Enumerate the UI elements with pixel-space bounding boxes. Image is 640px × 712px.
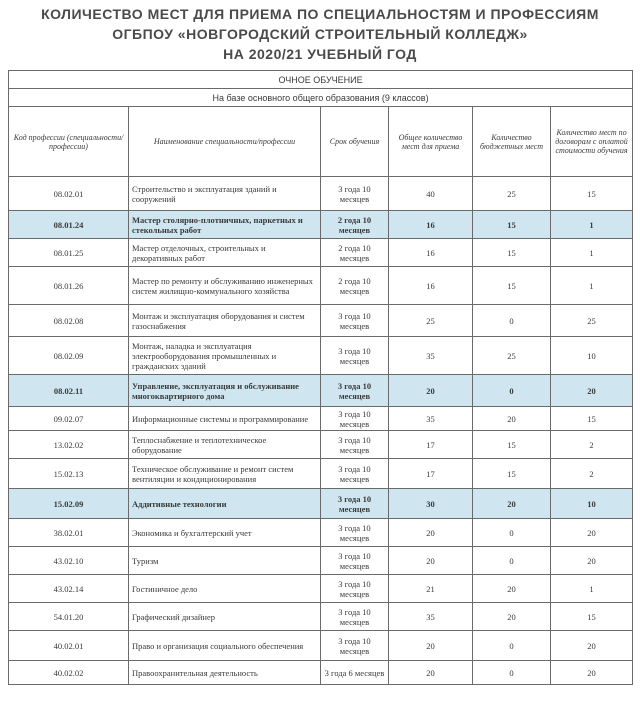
table-row (9, 489, 633, 519)
row-budget: 15 (473, 431, 551, 459)
row-budget: 0 (473, 661, 551, 685)
row-paid: 15 (551, 603, 633, 631)
row-duration: 3 года 10 месяцев (321, 431, 389, 459)
college-name: ОГБПОУ «НОВГОРОДСКИЙ СТРОИТЕЛЬНЫЙ КОЛЛЕДЖ» (112, 26, 528, 42)
row-budget: 0 (473, 631, 551, 661)
column-header-code: Код профессии (специальности/профессии) (9, 107, 129, 177)
row-total: 35 (389, 407, 473, 431)
row-paid: 10 (551, 489, 633, 519)
row-total: 16 (389, 211, 473, 239)
row-paid: 2 (551, 459, 633, 489)
row-total: 35 (389, 337, 473, 375)
row-total: 17 (389, 459, 473, 489)
row-budget: 20 (473, 575, 551, 603)
row-paid: 20 (551, 547, 633, 575)
table-row (9, 661, 633, 685)
row-duration: 3 года 10 месяцев (321, 459, 389, 489)
table-row (9, 375, 633, 407)
row-duration: 3 года 10 месяцев (321, 177, 389, 211)
row-name: Мастер отделочных, строительных и декоративных работ (129, 239, 321, 267)
table-row (9, 267, 633, 305)
table-row (9, 407, 633, 431)
table-row (9, 337, 633, 375)
row-code: 40.02.01 (9, 631, 129, 661)
row-name: Графический дизайнер (129, 603, 321, 631)
row-name: Теплоснабжение и теплотехническое оборудование (129, 431, 321, 459)
row-duration: 3 года 10 месяцев (321, 407, 389, 431)
document-title: КОЛИЧЕСТВО МЕСТ ДЛЯ ПРИЕМА ПО СПЕЦИАЛЬНОСТЯМ И ПРОФЕССИЯМ (41, 6, 599, 22)
column-header-name: Наименование специальности/профессии (129, 107, 321, 177)
row-total: 20 (389, 547, 473, 575)
row-budget: 15 (473, 211, 551, 239)
table-row (9, 211, 633, 239)
row-code: 43.02.14 (9, 575, 129, 603)
row-name: Мастер столярно-плотничных, паркетных и стекольных работ (129, 211, 321, 239)
row-name: Мастер по ремонту и обслуживанию инженерных систем жилищно-коммунального хозяйства (129, 267, 321, 305)
row-paid: 25 (551, 305, 633, 337)
row-name: Гостиничное дело (129, 575, 321, 603)
row-duration: 3 года 10 месяцев (321, 375, 389, 407)
row-paid: 15 (551, 407, 633, 431)
table-row (9, 459, 633, 489)
row-budget: 0 (473, 547, 551, 575)
row-name: Правоохранительная деятельность (129, 661, 321, 685)
row-duration: 2 года 10 месяцев (321, 211, 389, 239)
table-row (9, 631, 633, 661)
row-name: Монтаж, наладка и эксплуатация электрооборудования промышленных и гражданских зданий (129, 337, 321, 375)
row-paid: 10 (551, 337, 633, 375)
column-header-total: Общее количество мест для приема (389, 107, 473, 177)
row-duration: 3 года 10 месяцев (321, 337, 389, 375)
row-code: 08.02.08 (9, 305, 129, 337)
row-budget: 25 (473, 337, 551, 375)
row-duration: 3 года 10 месяцев (321, 547, 389, 575)
column-header-paid: Количество мест по договорам с оплатой стоимости обучения (551, 107, 633, 177)
row-duration: 2 года 10 месяцев (321, 239, 389, 267)
row-duration: 3 года 6 месяцев (321, 661, 389, 685)
row-code: 15.02.09 (9, 489, 129, 519)
row-code: 15.02.13 (9, 459, 129, 489)
row-code: 08.01.25 (9, 239, 129, 267)
row-budget: 15 (473, 459, 551, 489)
row-total: 21 (389, 575, 473, 603)
row-paid: 20 (551, 519, 633, 547)
row-budget: 0 (473, 375, 551, 407)
row-duration: 3 года 10 месяцев (321, 489, 389, 519)
row-name: Монтаж и эксплуатация оборудования и систем газоснабжения (129, 305, 321, 337)
row-total: 20 (389, 375, 473, 407)
row-total: 30 (389, 489, 473, 519)
row-name: Экономика и бухгалтерский учет (129, 519, 321, 547)
row-duration: 2 года 10 месяцев (321, 267, 389, 305)
row-code: 08.01.26 (9, 267, 129, 305)
row-paid: 1 (551, 239, 633, 267)
admission-table (8, 70, 633, 685)
table-row (9, 519, 633, 547)
row-paid: 1 (551, 211, 633, 239)
row-budget: 25 (473, 177, 551, 211)
column-header-budget: Количество бюджетных мест (473, 107, 551, 177)
row-budget: 20 (473, 603, 551, 631)
row-code: 13.02.02 (9, 431, 129, 459)
row-code: 38.02.01 (9, 519, 129, 547)
table-row (9, 575, 633, 603)
row-name: Право и организация социального обеспечения (129, 631, 321, 661)
row-total: 17 (389, 431, 473, 459)
row-paid: 15 (551, 177, 633, 211)
row-budget: 15 (473, 267, 551, 305)
row-duration: 3 года 10 месяцев (321, 305, 389, 337)
table-row (9, 431, 633, 459)
row-name: Аддитивные технологии (129, 489, 321, 519)
table-row (9, 305, 633, 337)
row-duration: 3 года 10 месяцев (321, 575, 389, 603)
row-name: Техническое обслуживание и ремонт систем вентиляции и кондиционирования (129, 459, 321, 489)
table-row (9, 603, 633, 631)
table-row (9, 547, 633, 575)
row-name: Строительство и эксплуатация зданий и сооружений (129, 177, 321, 211)
academic-year: НА 2020/21 УЧЕБНЫЙ ГОД (223, 46, 417, 62)
row-code: 08.02.09 (9, 337, 129, 375)
row-total: 20 (389, 661, 473, 685)
row-total: 16 (389, 267, 473, 305)
row-paid: 2 (551, 431, 633, 459)
row-total: 20 (389, 519, 473, 547)
row-code: 08.02.11 (9, 375, 129, 407)
row-paid: 1 (551, 575, 633, 603)
row-duration: 3 года 10 месяцев (321, 631, 389, 661)
row-paid: 20 (551, 631, 633, 661)
row-budget: 20 (473, 489, 551, 519)
education-basis-banner: На базе основного общего образования (9 классов) (9, 89, 633, 107)
row-duration: 3 года 10 месяцев (321, 519, 389, 547)
row-paid: 20 (551, 375, 633, 407)
row-budget: 0 (473, 519, 551, 547)
row-paid: 20 (551, 661, 633, 685)
row-code: 09.02.07 (9, 407, 129, 431)
table-row (9, 177, 633, 211)
row-total: 20 (389, 631, 473, 661)
row-code: 40.02.02 (9, 661, 129, 685)
row-code: 54.01.20 (9, 603, 129, 631)
row-name: Информационные системы и программирование (129, 407, 321, 431)
study-form-banner: ОЧНОЕ ОБУЧЕНИЕ (9, 71, 633, 89)
row-budget: 20 (473, 407, 551, 431)
column-header-duration: Срок обучения (321, 107, 389, 177)
row-total: 40 (389, 177, 473, 211)
row-code: 08.01.24 (9, 211, 129, 239)
row-name: Управление, эксплуатация и обслуживание многоквартирного дома (129, 375, 321, 407)
row-budget: 15 (473, 239, 551, 267)
table-row (9, 239, 633, 267)
row-duration: 3 года 10 месяцев (321, 603, 389, 631)
row-total: 25 (389, 305, 473, 337)
row-total: 16 (389, 239, 473, 267)
row-code: 08.02.01 (9, 177, 129, 211)
row-total: 35 (389, 603, 473, 631)
row-name: Туризм (129, 547, 321, 575)
row-code: 43.02.10 (9, 547, 129, 575)
row-paid: 1 (551, 267, 633, 305)
row-budget: 0 (473, 305, 551, 337)
